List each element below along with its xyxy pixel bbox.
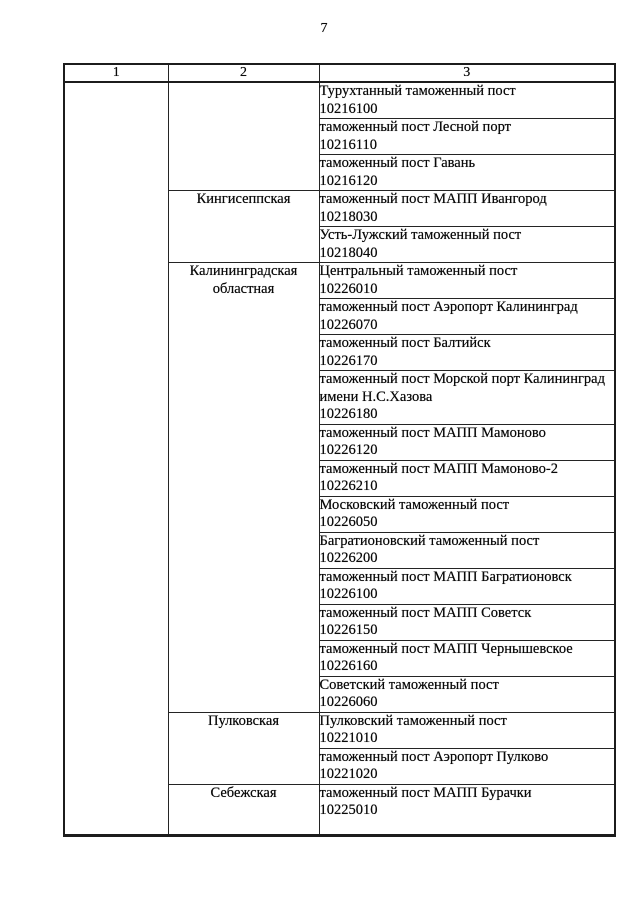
- customs-post-name: таможенный пост Гавань: [319, 155, 476, 171]
- customs-post-cell: [319, 299, 615, 335]
- customs-post-code: 10226070: [319, 316, 378, 333]
- customs-post-cell: [319, 640, 615, 676]
- customs-post-code: 10226050: [319, 514, 378, 530]
- customs-office-cell: Кингисеппская: [168, 191, 319, 263]
- customs-post-name: Советский таможенный пост: [319, 676, 499, 693]
- customs-office-cell: Себежская: [168, 784, 319, 835]
- customs-post-name: таможенный пост Аэропорт Калининград: [319, 299, 578, 315]
- customs-post-name: таможенный пост Аэропорт Пулково: [319, 748, 549, 765]
- customs-post-code: 10225010: [319, 802, 378, 818]
- customs-post-code: 10226100: [319, 586, 378, 602]
- customs-post-name: Турухтанный таможенный пост: [319, 83, 516, 99]
- customs-post-code: 10226120: [319, 442, 378, 458]
- customs-post-name: Московский таможенный пост: [319, 496, 510, 513]
- customs-post-cell: [319, 748, 615, 784]
- customs-post-cell: [319, 460, 615, 496]
- customs-post-code: 10216120: [319, 172, 378, 189]
- customs-post-cell: [319, 424, 615, 460]
- customs-post-name: таможенный пост Морской порт Калининград имени Н.С.Хазова: [319, 371, 605, 405]
- customs-post-cell: [319, 263, 615, 299]
- customs-office-cell: Калининградская областная: [168, 263, 319, 713]
- customs-post-name: таможенный пост МАПП Мамоново: [319, 424, 546, 441]
- customs-post-name: таможенный пост Балтийск: [319, 335, 491, 351]
- column-header-2: 2: [168, 64, 319, 82]
- customs-post-code: 10226010: [319, 280, 378, 297]
- customs-post-cell: [319, 227, 615, 263]
- customs-post-cell: [319, 119, 615, 155]
- customs-post-name: Усть-Лужский таможенный пост: [319, 227, 522, 243]
- customs-post-code: 10221020: [319, 766, 378, 782]
- customs-post-name: таможенный пост Лесной порт: [319, 119, 511, 135]
- customs-post-name: Багратионовский таможенный пост: [319, 532, 540, 549]
- customs-post-cell: [319, 568, 615, 604]
- customs-post-cell: [319, 371, 615, 425]
- customs-post-code: 10218030: [319, 208, 378, 225]
- customs-post-code: 10226150: [319, 622, 378, 638]
- customs-post-cell: [319, 784, 615, 835]
- customs-post-code: 10226060: [319, 694, 378, 710]
- customs-post-cell: [319, 676, 615, 712]
- customs-post-name: Центральный таможенный пост: [319, 263, 518, 279]
- customs-post-cell: [319, 604, 615, 640]
- customs-post-cell: [319, 191, 615, 227]
- customs-post-cell: [319, 712, 615, 748]
- table-header-row: [64, 64, 615, 82]
- customs-post-code: 10226180: [319, 406, 378, 422]
- customs-post-cell: [319, 335, 615, 371]
- customs-post-cell: [319, 496, 615, 532]
- customs-office-cell: [168, 82, 319, 191]
- customs-post-code: 10218040: [319, 244, 378, 261]
- customs-post-code: 10226210: [319, 478, 378, 494]
- customs-post-name: таможенный пост МАПП Багратионовск: [319, 568, 572, 585]
- customs-posts-table: [63, 63, 616, 837]
- customs-post-cell: [319, 82, 615, 119]
- customs-post-code: 10216110: [319, 136, 377, 153]
- customs-post-name: таможенный пост МАПП Чернышевское: [319, 640, 573, 657]
- customs-post-code: 10226170: [319, 352, 378, 369]
- table-row: [64, 82, 615, 119]
- customs-post-name: таможенный пост МАПП Ивангород: [319, 191, 547, 207]
- column-header-3: 3: [319, 64, 615, 82]
- customs-post-code: 10226200: [319, 550, 378, 566]
- customs-post-name: таможенный пост МАПП Бурачки: [319, 784, 532, 801]
- customs-post-code: 10226160: [319, 658, 378, 674]
- customs-post-name: таможенный пост МАПП Мамоново-2: [319, 460, 558, 477]
- region-column-cell: [64, 82, 168, 835]
- page-number: 7: [320, 21, 328, 36]
- customs-post-cell: [319, 155, 615, 191]
- customs-office-cell: Пулковская: [168, 712, 319, 784]
- customs-post-code: 10221010: [319, 730, 378, 746]
- customs-post-name: Пулковский таможенный пост: [319, 712, 507, 729]
- customs-post-name: таможенный пост МАПП Советск: [319, 604, 532, 621]
- customs-post-code: 10216100: [319, 100, 378, 117]
- column-header-1: 1: [64, 64, 168, 82]
- customs-post-cell: [319, 532, 615, 568]
